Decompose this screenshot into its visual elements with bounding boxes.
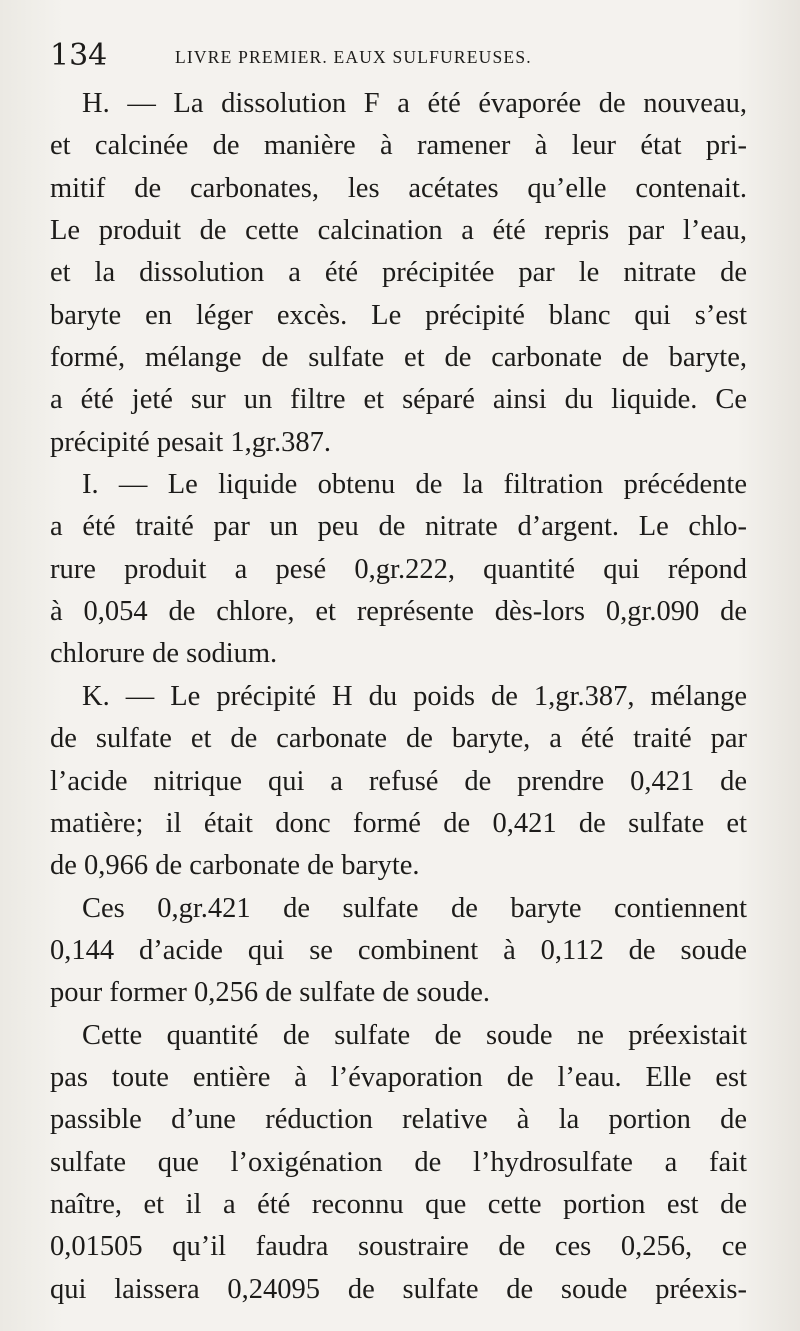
text-line: Le produit de cette calcination a été repris par l’eau, (50, 215, 747, 247)
text-line: de sulfate et de carbonate de baryte, a été traité par (50, 723, 747, 755)
text-line: 0,144 d’acide qui se combinent à 0,112 de soude (50, 934, 747, 966)
text-line: rure produit a pesé 0,gr.222, quantité qui répond (50, 553, 747, 585)
text-line: matière; il était donc formé de 0,421 de sulfate et (50, 807, 747, 839)
page-header (50, 36, 750, 76)
text-line: mitif de carbonates, les acétates qu’elle contenait. (50, 172, 747, 204)
text-line: 0,01505 qu’il faudra soustraire de ces 0,256, ce (50, 1231, 747, 1263)
text-line: qui laissera 0,24095 de sulfate de soude préexis- (50, 1273, 747, 1305)
text-line: naître, et il a été reconnu que cette portion est de (50, 1188, 747, 1220)
text-line: à 0,054 de chlore, et représente dès-lors 0,gr.090 de (50, 596, 747, 628)
body-text (50, 83, 747, 1311)
text-line: de 0,966 de carbonate de baryte. (50, 850, 420, 882)
text-line: K. — Le précipité H du poids de 1,gr.387, mélange (82, 680, 747, 712)
text-line: Cette quantité de sulfate de soude ne préexistait (82, 1019, 747, 1051)
text-line: précipité pesait 1,gr.387. (50, 426, 331, 458)
running-head: LIVRE PREMIER. EAUX SULFUREUSES. (175, 47, 532, 67)
text-line: I. — Le liquide obtenu de la filtration précédente (82, 469, 747, 501)
text-line: et calcinée de manière à ramener à leur état pri- (50, 130, 747, 162)
text-line: Ces 0,gr.421 de sulfate de baryte contiennent (82, 892, 747, 924)
text-line: sulfate que l’oxigénation de l’hydrosulfate a fait (50, 1146, 747, 1178)
text-line: baryte en léger excès. Le précipité blanc qui s’est (50, 299, 747, 331)
text-line: chlorure de sodium. (50, 638, 278, 670)
text-line: formé, mélange de sulfate et de carbonate de baryte, (50, 342, 747, 374)
text-line: pour former 0,256 de sulfate de soude. (50, 977, 491, 1009)
text-line: l’acide nitrique qui a refusé de prendre 0,421 de (50, 765, 747, 797)
text-line: a été jeté sur un filtre et séparé ainsi du liquide. Ce (50, 384, 747, 416)
text-line: passible d’une réduction relative à la portion de (50, 1104, 747, 1136)
text-line: pas toute entière à l’évaporation de l’eau. Elle est (50, 1061, 747, 1093)
text-line: H. — La dissolution F a été évaporée de nouveau, (82, 88, 747, 119)
page-number: 134 (50, 38, 108, 73)
text-line: et la dissolution a été précipitée par le nitrate de (50, 257, 747, 289)
text-line: a été traité par un peu de nitrate d’argent. Le chlo- (50, 511, 747, 543)
